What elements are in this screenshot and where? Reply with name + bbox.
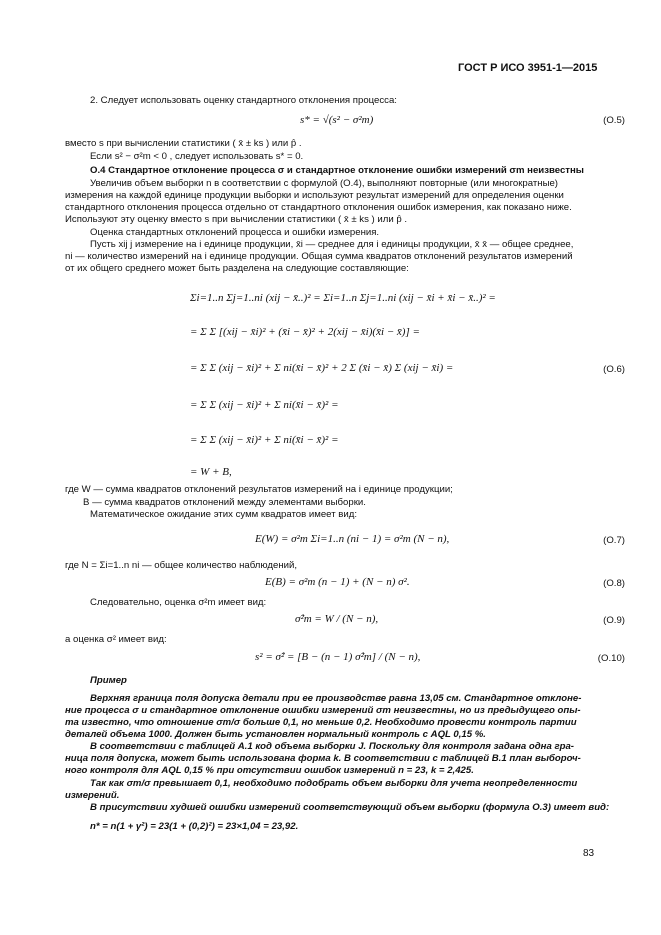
text-line: стандартного отклонения процесса отдельно от стандартного отклонения ошибок измерения, как показано ниже. bbox=[65, 202, 572, 213]
text-line: ni — количество измерений на i единице продукции. Общая сумма квадратов отклонений результатов измерений bbox=[65, 251, 573, 262]
section-heading: О.4 Стандартное отклонение процесса σ и стандартное отклонение ошибки измерений σm неизвестны bbox=[90, 165, 584, 176]
text-line: измерения на каждой единице продукции выборки и используют результат измерений для определения оценки bbox=[65, 190, 564, 201]
text-line: Математическое ожидание этих сумм квадратов имеет вид: bbox=[90, 509, 357, 520]
formula-number: (О.8) bbox=[603, 578, 625, 589]
example-line: В соответствии с таблицей А.1 код объема выборки J. Поскольку для контроля задана одна гра- bbox=[90, 741, 574, 752]
derivation-line-3: = Σ Σ (xij − x̄i)² + Σ ni(x̄i − x̄)² + 2 Σ (x̄i − x̄) Σ (xij − x̄i) = bbox=[190, 362, 454, 374]
formula-number: (О.6) bbox=[603, 364, 625, 375]
text-line: где N = Σi=1..n ni — общее количество наблюдений, bbox=[65, 560, 298, 571]
derivation-line-5: = Σ Σ (xij − x̄i)² + Σ ni(x̄i − x̄)² = bbox=[190, 434, 339, 446]
formula-number: (О.7) bbox=[603, 535, 625, 546]
example-formula: n* = n(1 + γ²) = 23(1 + (0,2)²) = 23×1,04 = 23,92. bbox=[90, 821, 299, 832]
formula-number: (О.5) bbox=[603, 115, 625, 126]
example-line: ного контроля для AQL 0,15 % при отсутствии ошибок измерений n = 23, k = 2,425. bbox=[65, 765, 474, 776]
text-line: 2. Следует использовать оценку стандартного отклонения процесса: bbox=[90, 95, 397, 106]
example-line: В присутствии худшей ошибки измерений соответствующий объем выборки (формула О.3) имеет вид: bbox=[90, 802, 610, 813]
text-line: B — сумма квадратов отклонений между элементами выборки. bbox=[83, 497, 366, 508]
example-line: Так как σm/σ превышает 0,1, необходимо подобрать объем выборки для учета неопределенности bbox=[90, 778, 578, 789]
formula-o9: σ̂²m = W / (N − n), bbox=[295, 613, 379, 625]
text-line: Пусть xij j измерение на i единице продукции, x̄i — среднее для i единицы продукции, x̄ x̄ — общее среднее, bbox=[90, 239, 574, 250]
derivation-line-4: = Σ Σ (xij − x̄i)² + Σ ni(x̄i − x̄)² = bbox=[190, 399, 339, 411]
page-number: 83 bbox=[583, 848, 595, 859]
derivation-line-6: = W + B, bbox=[190, 466, 232, 478]
example-line: Верхняя граница поля допуска детали при ее производстве равна 13,05 см. Стандартное отклоне- bbox=[90, 693, 582, 704]
text-line: где W — сумма квадратов отклонений результатов измерений на i единице продукции; bbox=[65, 484, 453, 495]
formula-o10: s² = σ̂² = [B − (n − 1) σ̂²m] / (N − n), bbox=[255, 651, 421, 663]
example-line: измерений. bbox=[65, 790, 120, 801]
example-line: деталей объема 1000. Должен быть установлен нормальный контроль с AQL 0,15 %. bbox=[65, 729, 486, 740]
text-line: Используют эту оценку вместо s при вычислении статистики ( x̄ ± ks ) или p̂ . bbox=[65, 214, 408, 225]
text-line: а оценка σ² имеет вид: bbox=[65, 634, 167, 645]
formula-o5: s* = √(s² − σ²m) bbox=[300, 114, 374, 126]
example-line: ние процесса σ и стандартное отклонение ошибки измерений σm неизвестны, но из предыдущего опы- bbox=[65, 705, 581, 716]
example-line: та известно, что отношение σm/σ больше 0,1, но меньше 0,2. Необходимо провести контроль партии bbox=[65, 717, 577, 728]
text-line: Увеличив объем выборки n в соответствии с формулой (О.4), выполняют повторные (или многократные) bbox=[90, 178, 558, 189]
formula-number: (О.9) bbox=[603, 615, 625, 626]
text-line: Оценка стандартных отклонений процесса и ошибки измерения. bbox=[90, 227, 380, 238]
document-header: ГОСТ Р ИСО 3951-1—2015 bbox=[458, 62, 598, 74]
formula-number: (О.10) bbox=[597, 653, 625, 664]
formula-o7: E(W) = σ²m Σi=1..n (ni − 1) = σ²m (N − n), bbox=[255, 533, 450, 545]
derivation-line-1: Σi=1..n Σj=1..ni (xij − x̄..)² = Σi=1..n Σj=1..ni (xij − x̄i + x̄i − x̄..)² = bbox=[190, 292, 496, 304]
derivation-line-2: = Σ Σ [(xij − x̄i)² + (x̄i − x̄)² + 2(xij − x̄i)(x̄i − x̄)] = bbox=[190, 326, 420, 338]
text-line: вместо s при вычислении статистики ( x̄ ± ks ) или p̂ . bbox=[65, 138, 302, 149]
formula-o8: E(B) = σ²m (n − 1) + (N − n) σ². bbox=[265, 576, 410, 588]
text-line: от их общего среднего может быть разделена на следующие составляющие: bbox=[65, 263, 409, 274]
example-title: Пример bbox=[90, 675, 127, 686]
example-line: ница поля допуска, может быть использована форма k. В соответствии с таблицей B.1 план выбороч- bbox=[65, 753, 581, 764]
text-line: Следовательно, оценка σ²m имеет вид: bbox=[90, 597, 267, 608]
text-line: Если s² − σ²m < 0 , следует использовать s* = 0. bbox=[90, 151, 304, 162]
